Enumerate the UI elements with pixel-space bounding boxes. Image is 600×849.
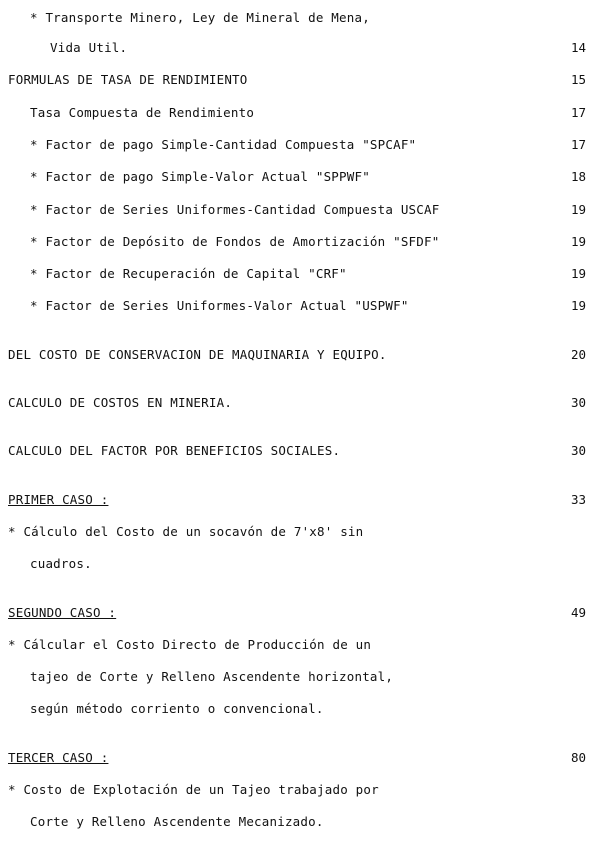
toc-entry-text: según método corriento o convencional.: [30, 701, 324, 716]
toc-entry-text: * Factor de Series Uniformes-Cantidad Compuesta USCAF: [30, 202, 440, 217]
toc-entry-text: * Cálcular el Costo Directo de Producción de un: [8, 637, 372, 652]
toc-entry-text: cuadros.: [30, 556, 92, 571]
toc-page-number: 19: [570, 234, 586, 249]
toc-page-number: 17: [570, 137, 586, 152]
toc-page-number: 33: [570, 492, 586, 507]
toc-entry-text: tajeo de Corte y Relleno Ascendente horizontal,: [30, 669, 394, 684]
toc-page-number: 30: [570, 395, 586, 410]
toc-entry-text: * Transporte Minero, Ley de Mineral de Mena,: [30, 10, 370, 25]
toc-page-number: 19: [570, 298, 586, 313]
toc-entry-text: * Factor de pago Simple-Valor Actual "SPPWF": [30, 169, 370, 184]
toc-entry-text: * Factor de Series Uniformes-Valor Actual "USPWF": [30, 298, 409, 313]
toc-section-heading: DEL COSTO DE CONSERVACION DE MAQUINARIA Y EQUIPO.: [8, 347, 387, 362]
toc-entry-text: Corte y Relleno Ascendente Mecanizado.: [30, 814, 324, 829]
toc-page-number: 30: [570, 443, 586, 458]
toc-page-number: 19: [570, 202, 586, 217]
toc-entry-text: * Costo de Explotación de un Tajeo trabajado por: [8, 782, 379, 797]
toc-page-number: 17: [570, 105, 586, 120]
toc-page-number: 49: [570, 605, 586, 620]
toc-entry-text: Tasa Compuesta de Rendimiento: [30, 105, 255, 120]
toc-section-heading: CALCULO DEL FACTOR POR BENEFICIOS SOCIALES.: [8, 443, 341, 458]
toc-entry-text: * Cálculo del Costo de un socavón de 7'x8' sin: [8, 524, 364, 539]
toc-page-number: 80: [570, 750, 586, 765]
toc-case-heading: SEGUNDO CASO :: [8, 605, 117, 620]
toc-entry-text: * Factor de Depósito de Fondos de Amortización "SFDF": [30, 234, 440, 249]
toc-page-number: 20: [570, 347, 586, 362]
toc-case-heading: PRIMER CASO :: [8, 492, 109, 507]
toc-entry-text: * Factor de Recuperación de Capital "CRF": [30, 266, 347, 281]
toc-case-heading: TERCER CASO :: [8, 750, 109, 765]
toc-entry-text: Vida Util.: [50, 40, 128, 55]
toc-page-number: 14: [570, 40, 586, 55]
toc-page-number: 19: [570, 266, 586, 281]
toc-section-heading: CALCULO DE COSTOS EN MINERIA.: [8, 395, 233, 410]
toc-page-number: 18: [570, 169, 586, 184]
toc-section-heading: FORMULAS DE TASA DE RENDIMIENTO: [8, 72, 248, 87]
toc-page-number: 15: [570, 72, 586, 87]
toc-entry-text: * Factor de pago Simple-Cantidad Compuesta "SPCAF": [30, 137, 417, 152]
